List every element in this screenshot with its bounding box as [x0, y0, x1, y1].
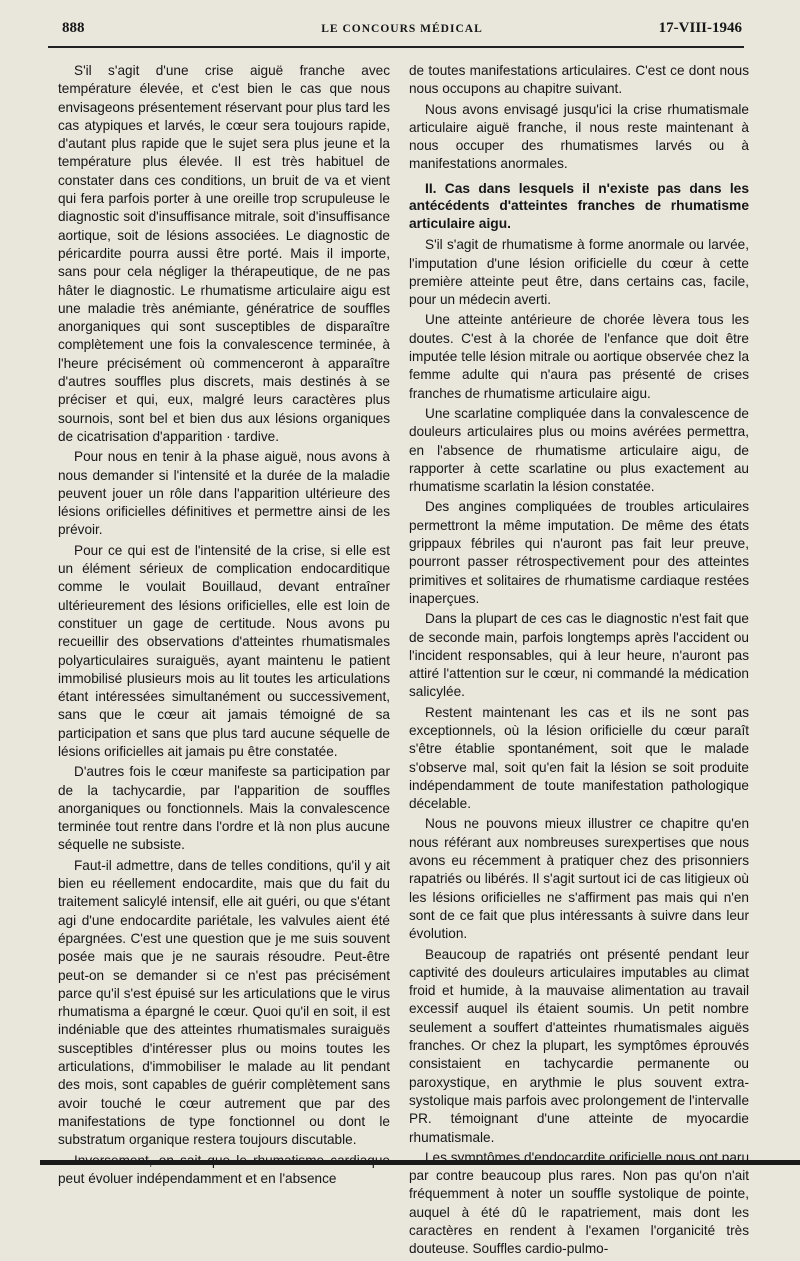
running-header	[62, 20, 742, 44]
paragraph: Une atteinte antérieure de chorée lèvera tous les doutes. C'est à la chorée de l'enfance que doit être imputée telle lésion mitrale ou aortique observée chez la femme adulte qui n'aura pas présenté de crises franches de rhumatisme articulaire aigu.	[409, 312, 749, 401]
paragraph: Inversement, on sait que le rhumatisme cardiaque peut évoluer indépendamment et en l'absence	[58, 1152, 390, 1186]
paragraph: Les symptômes d'endocardite orificielle nous ont paru par contre beaucoup plus rares. Non pas qu'on n'ait fréquemment à noter un souffle systolique de pointe, auquel à été dû le rapatriement, mais dont les caractères en rendent à l'examen l'organicité très douteuse. Souffles cardio-pulmo-	[409, 1149, 749, 1257]
paragraph: Une scarlatine compliquée dans la convalescence de douleurs articulaires plus ou moins avérées permettra, en l'absence de rhumatisme articulaire aigu, de rapporter à cette scarlatine ou plus exactement au rhumatisme scarlatin la lésion constatée.	[409, 405, 749, 495]
paragraph: S'il s'agit de rhumatisme à forme anormale ou larvée, l'imputation d'une lésion orificielle du cœur à cette première atteinte peut être, dans certains cas, facile, pour un médecin averti.	[409, 237, 749, 308]
section-heading: II. Cas dans lesquels il n'existe pas dans les antécédents d'atteintes franches de rhumatisme articulaire aigu.	[409, 180, 749, 231]
paragraph: Pour ce qui est de l'intensité de la crise, si elle est un élément sérieux de complication endocarditique comme le voulait Bouillaud, devant entraîner ultérieurement des lésions orificielles, elle est loin de constituer un gage de certitude. Nous avons pu recueillir des observations d'atteintes rhumatismales polyarticulaires suraiguës, ayant maintenu le patient immobilisé plusieurs mois au lit toutes les articulations étant intéressées simultanément ou successivement, sans que le cœur ait jamais témoigné de sa participation et sans que plus tard aucune séquelle de lésions orificielles ait jamais pu être constatée.	[58, 542, 390, 759]
paragraph: Nous avons envisagé jusqu'ici la crise rhumatismale articulaire aiguë franche, il nous reste maintenant à nous occuper des rhumatismes larvés ou à manifestations anormales.	[409, 101, 749, 172]
header-rule	[48, 46, 744, 48]
paragraph: Des angines compliquées de troubles articulaires permettront la même imputation. De même des états grippaux fébriles qui n'auront pas fait leur preuve, pourront passer rétrospectivement pour des atteintes primitives et solitaires de rhumatisme cardiaque restées inaperçues.	[409, 499, 749, 606]
paragraph: S'il s'agit d'une crise aiguë franche avec température élevée, et c'est bien le cas que nous envisageons présentement réservant pour plus tard les cas atypiques et larvés, le cœur sera toujours rapide, d'autant plus rapide que le sujet sera plus jeune et la température plus élevée. Il est très habituel de constater dans ces conditions, un bruit de va et vient qui fera parfois porter à une oreille trop scrupuleuse le diagnostic soit d'insuffisance mitrale, soit d'insuffisance aortique, soit de lésions associées. Le diagnostic de péricardite pourra aussi être porté. Mais il importe, sans pour cela négliger la thérapeutique, de ne pas hâter le diagnostic. Le rhumatisme articulaire aigu est une maladie très anémiante, génératrice de souffles anorganiques qui sont susceptibles de disparaître complètement une fois la convalescence terminée, à l'heure précisément où commenceront à apparaître d'autres souffles plus discrets, mais destinés à se préciser et qui, eux, malgré leurs caractères plus sournois, sont bel et bien dus aux lésions organiques de cicatrisation d'apparition · tardive.	[58, 63, 390, 444]
paragraph: de toutes manifestations articulaires. C'est ce dont nous nous occupons au chapitre suivant.	[409, 63, 749, 97]
paragraph: Restent maintenant les cas et ils ne sont pas exceptionnels, où la lésion orificielle du cœur paraît s'être établie spontanément, soit que le malade s'observe mal, soit qu'en fait la lésion se soit produite indépendamment de toute manifestation pathologique décelable.	[409, 704, 749, 812]
journal-title: LE CONCOURS MÉDICAL	[321, 23, 483, 35]
paragraph: Faut-il admettre, dans de telles conditions, qu'il y ait bien eu réellement endocardite, mais que du fait du traitement salicylé intensif, elle ait guéri, ou que s'étant agi d'une endocardite pariétale, les valvules aient été épargnées. C'est une question que je me suis souvent posée mais que je ne saurais résoudre. Peut-être peut-on se demander si ce n'est pas précisément parce qu'il s'est épuisé sur les articulations que le virus rhumatisma a épargné le cœur. Quoi qu'il en soit, il est indéniable que des atteintes rhumatismales suraiguës susceptibles d'intéresser plus ou moins toutes les articulations, d'immobiliser le malade au lit pendant des mois, sont capables de guérir complètement sans avoir touché le cœur autrement que par des manifestations de type fonctionnel ou dont le substratum organique restera toujours discutable.	[58, 857, 390, 1148]
left-column	[58, 62, 390, 1190]
page-bottom-rule	[40, 1160, 800, 1165]
page-number: 888	[62, 20, 85, 36]
right-column	[409, 62, 749, 1261]
paragraph: Nous ne pouvons mieux illustrer ce chapitre qu'en nous référant aux nombreuses surexpertises que nous avons eu récemment à pratiquer chez des prisonniers rapatriés ou libérés. Il s'agit surtout ici de cas litigieux où les lésions orificielles ne s'affirment pas mais qui n'en sont de ce fait que plus intéressants à suivre dans leur évolution.	[409, 816, 749, 942]
paragraph: Pour nous en tenir à la phase aiguë, nous avons à nous demander si l'intensité et la durée de la maladie peuvent jouer un rôle dans l'apparition ultérieure des lésions orificielles définitives et permettre ainsi de les prévoir.	[58, 449, 390, 538]
paragraph: D'autres fois le cœur manifeste sa participation par de la tachycardie, par l'apparition de souffles anorganiques ou fonctionnels. Mais la convalescence terminée tout rentre dans l'ordre et là non plus aucune séquelle ne subsiste.	[58, 764, 390, 853]
paragraph: Beaucoup de rapatriés ont présenté pendant leur captivité des douleurs articulaires imputables au climat froid et humide, à la mauvaise alimentation au travail excessif auquel ils étaient soumis. Un petit nombre seulement a souffert d'atteintes rhumatismales aiguës franches. Or chez la plupart, les symptômes éprouvés consistaient en tachycardie permanente ou paroxystique, en arythmie le plus souvent extra-systolique mais parfois avec prolongement de l'intervalle PR. témoignant d'une atteinte de myocardie rhumatismale.	[409, 946, 749, 1145]
issue-date: 17-VIII-1946	[658, 20, 742, 36]
paragraph: Dans la plupart de ces cas le diagnostic n'est fait que de seconde main, parfois longtemps après l'accident ou l'incident responsables, qui à leur heure, n'auront pas attiré l'attention sur le cœur, ni commandé la médication salicylée.	[409, 611, 749, 700]
